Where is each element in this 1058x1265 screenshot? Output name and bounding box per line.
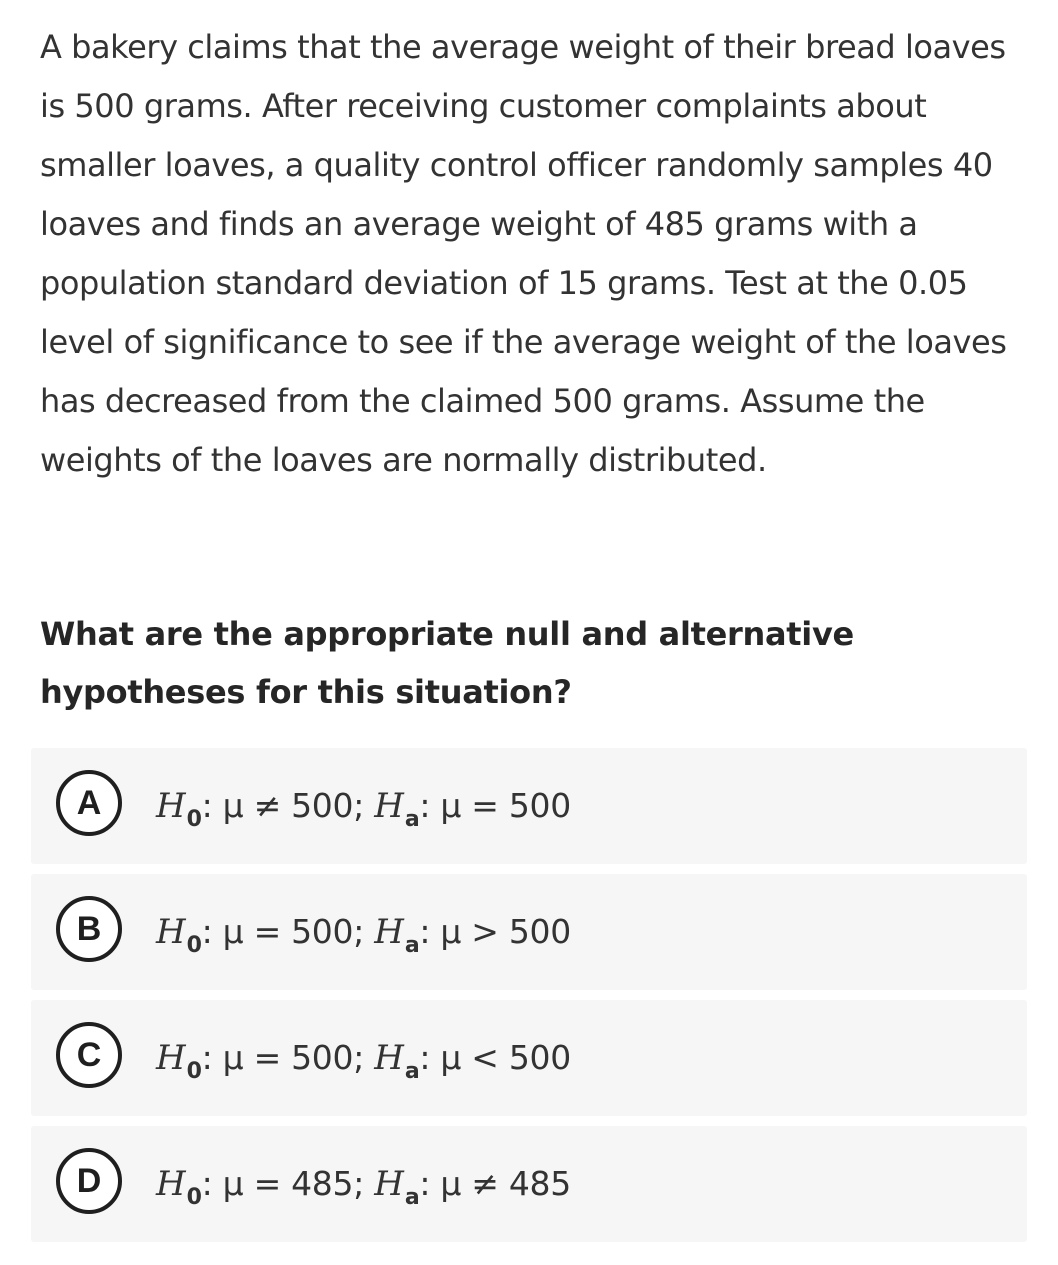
option-d-letter-badge: D xyxy=(56,1148,122,1214)
h-symbol: H xyxy=(156,1038,186,1078)
option-b-letter-badge: B xyxy=(56,896,122,962)
option-d-formula xyxy=(156,1162,571,1211)
option-c-letter-badge: C xyxy=(56,1022,122,1088)
null-hypothesis-text: : μ = 500; xyxy=(201,1038,375,1077)
null-subscript: 0 xyxy=(186,1185,202,1210)
h-symbol: H xyxy=(156,912,186,952)
option-d[interactable] xyxy=(31,1126,1027,1242)
option-b[interactable] xyxy=(31,874,1027,990)
h-symbol: H xyxy=(156,1164,186,1204)
null-hypothesis-text: : μ = 500; xyxy=(201,912,375,951)
option-a[interactable] xyxy=(31,748,1027,864)
option-b-formula xyxy=(156,910,571,959)
option-a-letter-badge: A xyxy=(56,770,122,836)
h-symbol: H xyxy=(374,786,404,826)
alt-hypothesis-text: : μ > 500 xyxy=(419,912,571,951)
null-subscript: 0 xyxy=(186,933,202,958)
alt-hypothesis-text: : μ = 500 xyxy=(419,786,571,825)
problem-passage: A bakery claims that the average weight of their bread loaves is 500 grams. After receiving customer complaints about smaller loaves, a quality control officer randomly samples 40 loaves and finds an average weight of 485 grams with a population standard deviation of 15 grams. Test at the 0.05 level of significance to see if the average weight of the loaves has decreased from the claimed 500 grams. Assume the weights of the loaves are normally distributed. xyxy=(40,28,1007,479)
alt-hypothesis-text: : μ ≠ 485 xyxy=(419,1164,571,1203)
null-subscript: 0 xyxy=(186,807,202,832)
alt-subscript: a xyxy=(404,807,420,832)
option-a-formula xyxy=(156,784,571,833)
alt-subscript: a xyxy=(404,1059,420,1084)
question-prompt: What are the appropriate null and alternative hypotheses for this situation? xyxy=(40,615,854,711)
null-hypothesis-text: : μ = 485; xyxy=(201,1164,375,1203)
option-c[interactable] xyxy=(31,1000,1027,1116)
option-c-formula xyxy=(156,1036,571,1085)
alt-hypothesis-text: : μ < 500 xyxy=(419,1038,571,1077)
alt-subscript: a xyxy=(404,1185,420,1210)
alt-subscript: a xyxy=(404,933,420,958)
answer-options xyxy=(31,748,1027,1252)
h-symbol: H xyxy=(374,912,404,952)
h-symbol: H xyxy=(374,1038,404,1078)
null-subscript: 0 xyxy=(186,1059,202,1084)
null-hypothesis-text: : μ ≠ 500; xyxy=(201,786,375,825)
h-symbol: H xyxy=(156,786,186,826)
h-symbol: H xyxy=(374,1164,404,1204)
